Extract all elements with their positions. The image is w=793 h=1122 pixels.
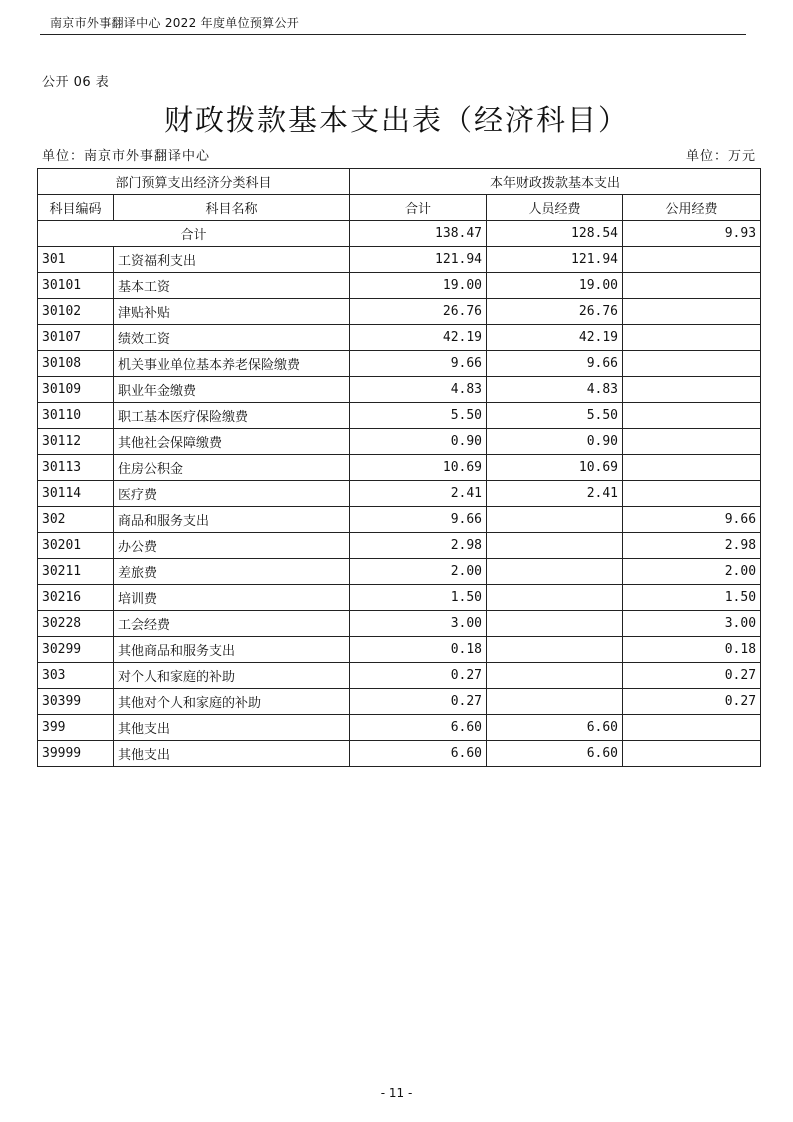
table-row xyxy=(38,663,761,689)
cell-total: 19.00 xyxy=(350,273,487,299)
cell-total: 121.94 xyxy=(350,247,487,273)
table-row xyxy=(38,377,761,403)
cell-total: 0.18 xyxy=(350,637,487,663)
cell-personnel xyxy=(487,689,623,715)
table-row xyxy=(38,273,761,299)
total-row-personnel: 128.54 xyxy=(487,221,623,247)
cell-total: 0.27 xyxy=(350,663,487,689)
cell-public xyxy=(623,741,761,767)
cell-public: 2.98 xyxy=(623,533,761,559)
cell-personnel xyxy=(487,663,623,689)
cell-public xyxy=(623,429,761,455)
column-header-total: 合计 xyxy=(350,195,487,221)
cell-total: 0.27 xyxy=(350,689,487,715)
cell-code: 30216 xyxy=(38,585,114,611)
cell-total: 5.50 xyxy=(350,403,487,429)
cell-code: 30299 xyxy=(38,637,114,663)
cell-name: 商品和服务支出 xyxy=(114,507,350,533)
cell-public: 1.50 xyxy=(623,585,761,611)
total-row-label: 合计 xyxy=(38,221,350,247)
cell-code: 30107 xyxy=(38,325,114,351)
cell-name: 职工基本医疗保险缴费 xyxy=(114,403,350,429)
cell-public xyxy=(623,351,761,377)
column-header-public: 公用经费 xyxy=(623,195,761,221)
cell-code: 30113 xyxy=(38,455,114,481)
cell-total: 2.98 xyxy=(350,533,487,559)
cell-name: 津贴补贴 xyxy=(114,299,350,325)
cell-personnel xyxy=(487,585,623,611)
cell-code: 302 xyxy=(38,507,114,533)
running-header: 南京市外事翻译中心 2022 年度单位预算公开 xyxy=(50,16,300,30)
cell-name: 培训费 xyxy=(114,585,350,611)
cell-name: 其他对个人和家庭的补助 xyxy=(114,689,350,715)
cell-name: 工会经费 xyxy=(114,611,350,637)
cell-personnel: 5.50 xyxy=(487,403,623,429)
cell-public xyxy=(623,403,761,429)
cell-personnel xyxy=(487,637,623,663)
cell-code: 30101 xyxy=(38,273,114,299)
cell-name: 住房公积金 xyxy=(114,455,350,481)
header-group-row xyxy=(38,169,761,195)
total-row-total: 138.47 xyxy=(350,221,487,247)
page-title: 财政拨款基本支出表（经济科目） xyxy=(163,103,629,137)
cell-public: 2.00 xyxy=(623,559,761,585)
cell-public xyxy=(623,247,761,273)
column-header-personnel: 人员经费 xyxy=(487,195,623,221)
header-divider xyxy=(40,34,746,35)
table-row xyxy=(38,429,761,455)
table-row xyxy=(38,455,761,481)
cell-total: 2.41 xyxy=(350,481,487,507)
cell-code: 30399 xyxy=(38,689,114,715)
cell-code: 301 xyxy=(38,247,114,273)
cell-public: 9.66 xyxy=(623,507,761,533)
cell-total: 0.90 xyxy=(350,429,487,455)
cell-personnel xyxy=(487,533,623,559)
cell-name: 绩效工资 xyxy=(114,325,350,351)
table-row xyxy=(38,507,761,533)
cell-public xyxy=(623,299,761,325)
table-row xyxy=(38,247,761,273)
cell-total: 6.60 xyxy=(350,715,487,741)
cell-code: 30109 xyxy=(38,377,114,403)
table-row xyxy=(38,351,761,377)
cell-name: 工资福利支出 xyxy=(114,247,350,273)
cell-public xyxy=(623,481,761,507)
cell-public: 0.27 xyxy=(623,663,761,689)
cell-personnel: 2.41 xyxy=(487,481,623,507)
header-column-row xyxy=(38,195,761,221)
cell-total: 3.00 xyxy=(350,611,487,637)
cell-code: 30228 xyxy=(38,611,114,637)
organization-unit: 单位：南京市外事翻译中心 xyxy=(42,149,211,164)
cell-name: 基本工资 xyxy=(114,273,350,299)
cell-personnel: 42.19 xyxy=(487,325,623,351)
table-row xyxy=(38,299,761,325)
cell-name: 其他支出 xyxy=(114,715,350,741)
group-header-basic-expenditure: 本年财政拨款基本支出 xyxy=(350,169,761,195)
cell-name: 其他支出 xyxy=(114,741,350,767)
column-header-name: 科目名称 xyxy=(114,195,350,221)
cell-total: 4.83 xyxy=(350,377,487,403)
table-row xyxy=(38,533,761,559)
cell-total: 42.19 xyxy=(350,325,487,351)
table-row xyxy=(38,585,761,611)
cell-personnel: 26.76 xyxy=(487,299,623,325)
cell-name: 其他社会保障缴费 xyxy=(114,429,350,455)
cell-personnel: 4.83 xyxy=(487,377,623,403)
cell-public xyxy=(623,455,761,481)
table-row xyxy=(38,689,761,715)
cell-personnel: 10.69 xyxy=(487,455,623,481)
group-header-classification: 部门预算支出经济分类科目 xyxy=(38,169,350,195)
table-row xyxy=(38,325,761,351)
cell-personnel: 19.00 xyxy=(487,273,623,299)
column-header-code: 科目编码 xyxy=(38,195,114,221)
table-row xyxy=(38,637,761,663)
cell-code: 30108 xyxy=(38,351,114,377)
cell-public xyxy=(623,273,761,299)
total-row xyxy=(38,221,761,247)
cell-name: 其他商品和服务支出 xyxy=(114,637,350,663)
cell-public xyxy=(623,377,761,403)
table-row xyxy=(38,403,761,429)
cell-personnel: 6.60 xyxy=(487,741,623,767)
cell-code: 399 xyxy=(38,715,114,741)
page-number: - 11 - xyxy=(380,1086,413,1100)
currency-unit: 单位：万元 xyxy=(685,149,756,164)
cell-code: 30110 xyxy=(38,403,114,429)
table-row xyxy=(38,741,761,767)
cell-name: 办公费 xyxy=(114,533,350,559)
cell-public: 0.27 xyxy=(623,689,761,715)
cell-code: 30112 xyxy=(38,429,114,455)
cell-name: 对个人和家庭的补助 xyxy=(114,663,350,689)
cell-total: 6.60 xyxy=(350,741,487,767)
cell-personnel: 9.66 xyxy=(487,351,623,377)
cell-personnel: 121.94 xyxy=(487,247,623,273)
cell-total: 26.76 xyxy=(350,299,487,325)
cell-code: 30102 xyxy=(38,299,114,325)
cell-code: 30201 xyxy=(38,533,114,559)
table-row xyxy=(38,559,761,585)
table-code: 公开 06 表 xyxy=(42,75,110,90)
table-row xyxy=(38,611,761,637)
cell-total: 9.66 xyxy=(350,351,487,377)
cell-name: 机关事业单位基本养老保险缴费 xyxy=(114,351,350,377)
total-row-public: 9.93 xyxy=(623,221,761,247)
budget-table xyxy=(37,168,761,767)
cell-public: 0.18 xyxy=(623,637,761,663)
cell-personnel xyxy=(487,507,623,533)
cell-code: 30211 xyxy=(38,559,114,585)
cell-public: 3.00 xyxy=(623,611,761,637)
cell-personnel xyxy=(487,611,623,637)
cell-total: 9.66 xyxy=(350,507,487,533)
cell-total: 2.00 xyxy=(350,559,487,585)
cell-personnel: 0.90 xyxy=(487,429,623,455)
cell-total: 1.50 xyxy=(350,585,487,611)
cell-code: 303 xyxy=(38,663,114,689)
cell-name: 医疗费 xyxy=(114,481,350,507)
cell-name: 差旅费 xyxy=(114,559,350,585)
cell-personnel: 6.60 xyxy=(487,715,623,741)
table-row xyxy=(38,715,761,741)
cell-total: 10.69 xyxy=(350,455,487,481)
cell-code: 30114 xyxy=(38,481,114,507)
cell-public xyxy=(623,715,761,741)
table-row xyxy=(38,481,761,507)
cell-name: 职业年金缴费 xyxy=(114,377,350,403)
cell-personnel xyxy=(487,559,623,585)
cell-public xyxy=(623,325,761,351)
cell-code: 39999 xyxy=(38,741,114,767)
